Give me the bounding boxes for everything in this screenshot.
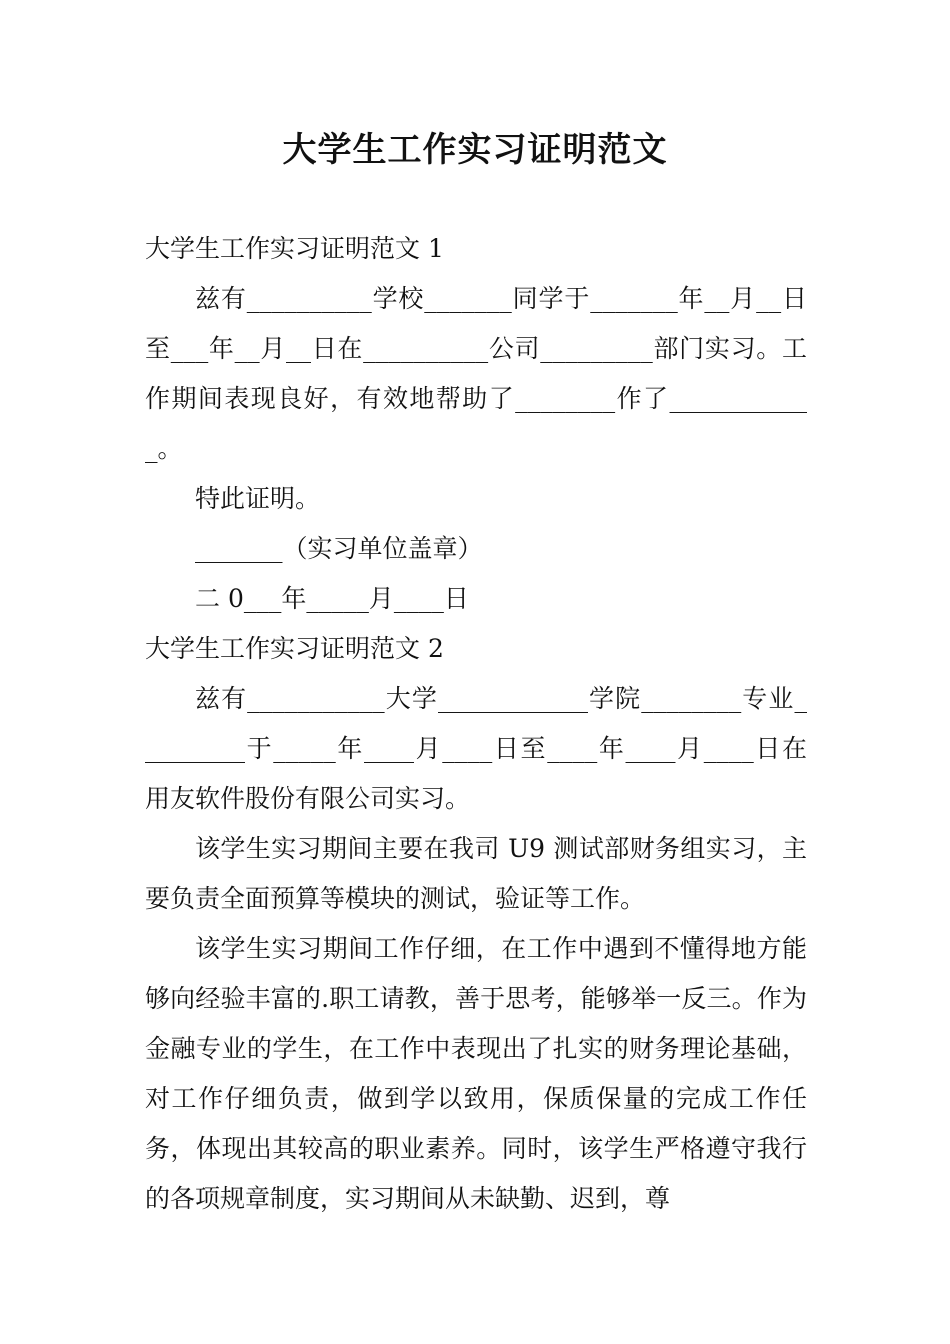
document-body — [145, 224, 807, 1224]
section-1-heading: 大学生工作实习证明范文 1 — [145, 234, 444, 263]
document-title: 大学生工作实习证明范文 — [282, 130, 668, 170]
section-1-seal-line: _______（实习单位盖章） — [195, 534, 483, 563]
section-2-heading: 大学生工作实习证明范文 2 — [145, 634, 444, 663]
section-1-date-line: 二 0___年_____月____日 — [195, 584, 469, 613]
section-1-paragraph-1: 兹有__________学校_______同学于_______年__月__日至___年__月__日在__________公司_________部门实习。工作期间表现良好，有效地帮助了________作了____________。 — [145, 284, 807, 463]
section-2-paragraph-2: 该学生实习期间主要在我司 U9 测试部财务组实习，主要负责全面预算等模块的测试，验证等工作。 — [145, 834, 807, 913]
section-2-paragraph-3: 该学生实习期间工作仔细，在工作中遇到不懂得地方能够向经验丰富的.职工请教，善于思考，能够举一反三。作为金融专业的学生，在工作中表现出了扎实的财务理论基础，对工作仔细负责，做到学以致用，保质保量的完成工作任务，体现出其较高的职业素养。同时，该学生严格遵守我行的各项规章制度，实习期间从未缺勤、迟到，尊 — [145, 934, 807, 1213]
section-1-paragraph-2: 特此证明。 — [195, 484, 321, 513]
section-2-paragraph-1: 兹有___________大学____________学院________专业_________于_____年____月____日至____年____月____日在用友软件股份有限公司实习。 — [145, 684, 807, 813]
